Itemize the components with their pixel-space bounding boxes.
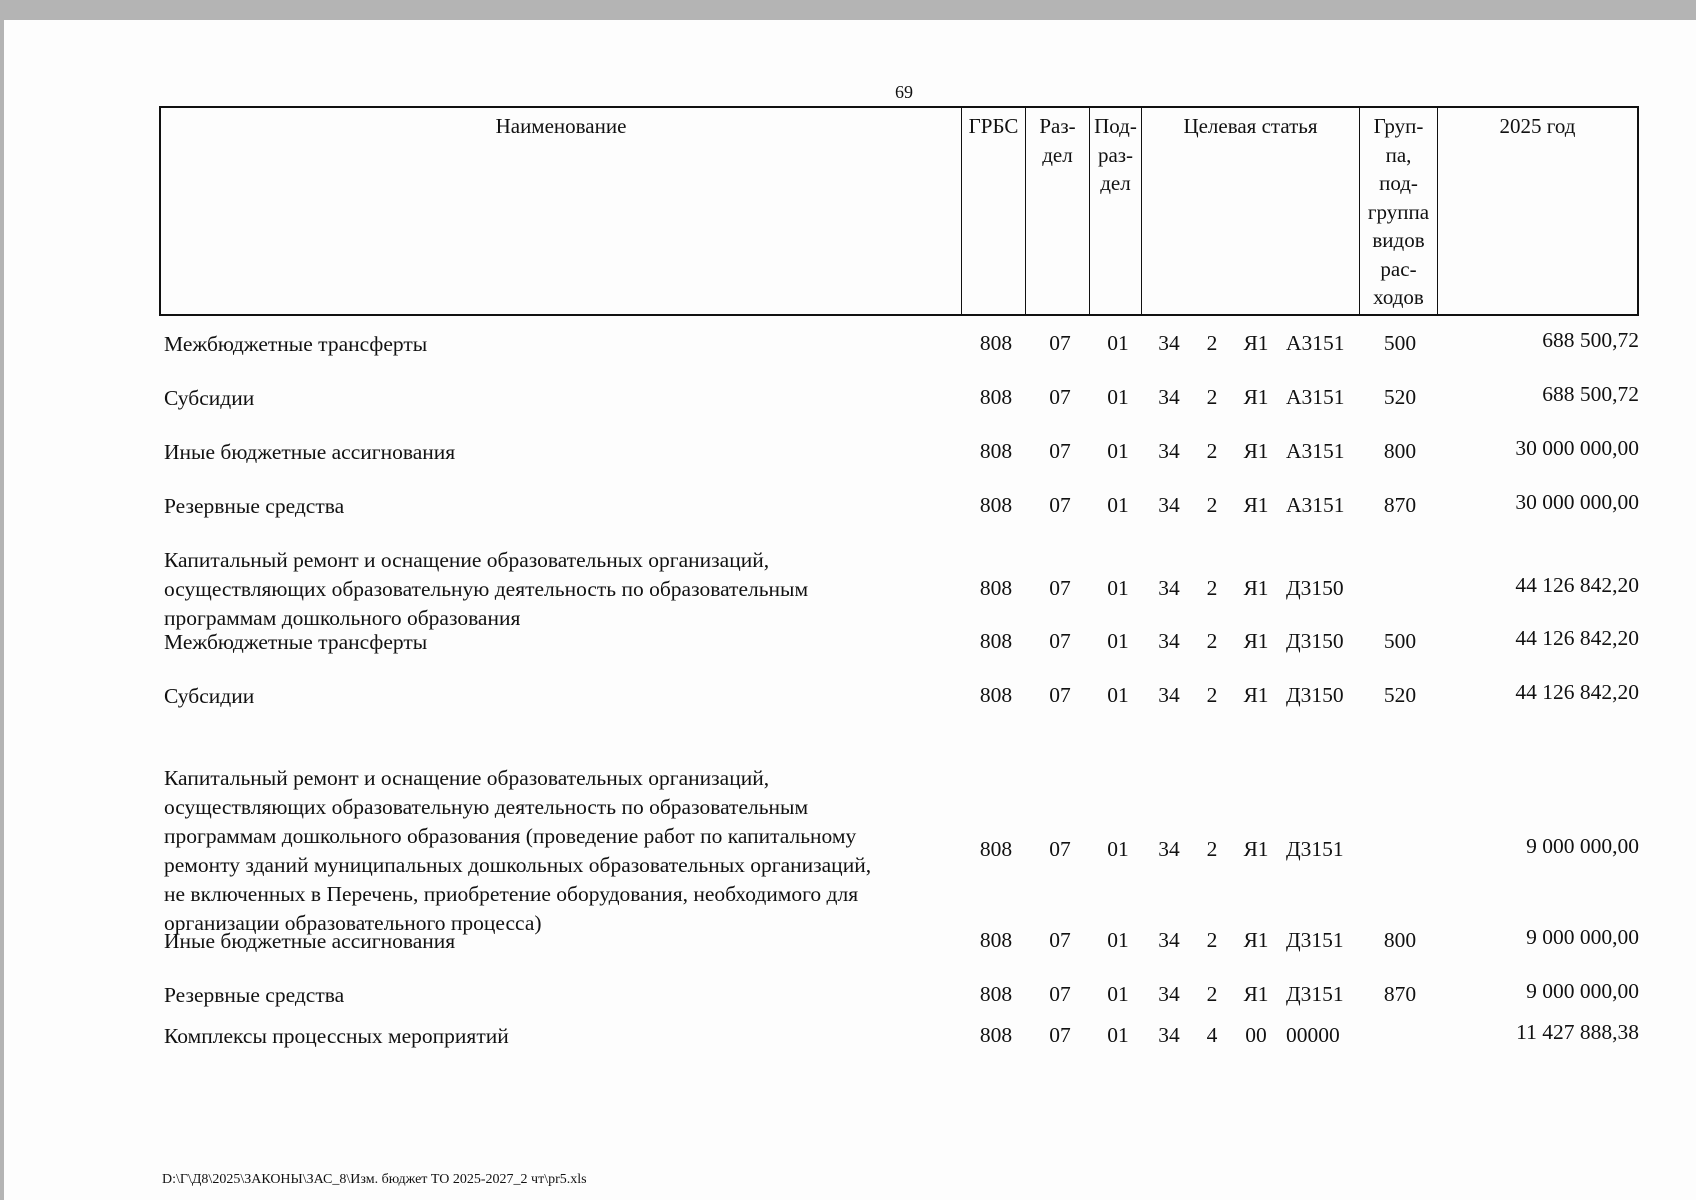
razdel-cell: 07 [1049, 575, 1071, 600]
razdel-cell: 07 [1049, 837, 1071, 861]
expense-group-cell: 520 [1383, 682, 1417, 707]
target-part4-cell: Д3151 [1286, 981, 1344, 1006]
amount-cell: 11 427 888,38 [1516, 1019, 1639, 1044]
razdel-cell: 07 [1049, 927, 1071, 952]
grbs-cell: 808 [979, 575, 1013, 600]
grbs-cell: 808 [979, 384, 1013, 409]
expense-group-cell: 520 [1383, 384, 1417, 409]
grbs-cell: 808 [979, 628, 1013, 653]
razdel-cell: 07 [1049, 682, 1071, 707]
header-grbs: ГРБС [961, 108, 1025, 314]
razdel-cell: 07 [1049, 981, 1071, 1006]
table-header [159, 106, 1639, 316]
grbs-cell: 808 [979, 682, 1013, 707]
grbs-cell: 808 [979, 330, 1013, 355]
target-part4-cell: Д3150 [1286, 628, 1344, 653]
podrazdel-cell: 01 [1107, 575, 1129, 600]
header-podrazdel: Под- раз- дел [1089, 108, 1141, 314]
row-name: Субсидии [164, 386, 255, 410]
amount-cell: 44 126 842,20 [1515, 625, 1639, 650]
podrazdel-cell: 01 [1107, 438, 1129, 463]
podrazdel-cell: 01 [1107, 981, 1129, 1006]
target-part2-cell: 2 [1206, 384, 1218, 409]
target-part4-cell: 00000 [1286, 1022, 1340, 1047]
grbs-cell: 808 [979, 927, 1013, 952]
amount-cell: 30 000 000,00 [1515, 489, 1639, 514]
target-part2-cell: 2 [1206, 492, 1218, 517]
target-part3-cell: Я1 [1243, 981, 1269, 1006]
target-part1-cell: 34 [1158, 438, 1180, 463]
podrazdel-cell: 01 [1107, 384, 1129, 409]
target-part1-cell: 34 [1158, 682, 1180, 707]
row-name: Межбюджетные трансферты [164, 630, 428, 654]
podrazdel-cell: 01 [1107, 682, 1129, 707]
razdel-cell: 07 [1049, 330, 1071, 355]
amount-cell: 44 126 842,20 [1515, 679, 1639, 704]
row-name: Капитальный ремонт и оснащение образовательных организаций, осуществляющих образовательную деятельность по образовательным программам дошкольного образования [164, 548, 809, 630]
target-part4-cell: А3151 [1286, 492, 1345, 517]
document-page [4, 20, 1696, 1200]
target-part2-cell: 2 [1206, 628, 1218, 653]
target-part3-cell: Я1 [1243, 575, 1269, 600]
row-name: Комплексы процессных мероприятий [164, 1024, 509, 1048]
target-part4-cell: Д3151 [1286, 837, 1344, 861]
amount-cell: 30 000 000,00 [1515, 435, 1639, 460]
amount-cell: 9 000 000,00 [1526, 924, 1639, 949]
header-year: 2025 год [1437, 108, 1637, 314]
target-part3-cell: Я1 [1243, 837, 1269, 861]
grbs-cell: 808 [979, 492, 1013, 517]
expense-group-cell: 500 [1383, 330, 1417, 355]
header-group: Груп- па, под- группа видов рас- ходов [1359, 108, 1437, 314]
target-part3-cell: Я1 [1243, 492, 1269, 517]
target-part1-cell: 34 [1158, 492, 1180, 517]
row-name: Межбюджетные трансферты [164, 332, 428, 356]
target-part4-cell: А3151 [1286, 384, 1345, 409]
target-part1-cell: 34 [1158, 575, 1180, 600]
razdel-cell: 07 [1049, 384, 1071, 409]
target-part2-cell: 2 [1206, 575, 1218, 600]
page-number: 69 [895, 82, 913, 102]
file-path-footer: D:\Г\Д8\2025\ЗАКОНЫ\ЗАС_8\Изм. бюджет ТО 2025-2027_2 чт\pr5.xls [162, 1172, 587, 1187]
target-part3-cell: Я1 [1243, 927, 1269, 952]
target-part3-cell: Я1 [1243, 330, 1269, 355]
target-part1-cell: 34 [1158, 1022, 1180, 1047]
amount-cell: 688 500,72 [1542, 327, 1639, 352]
grbs-cell: 808 [979, 981, 1013, 1006]
razdel-cell: 07 [1049, 492, 1071, 517]
expense-group-cell: 800 [1383, 438, 1417, 463]
row-name: Иные бюджетные ассигнования [164, 929, 456, 953]
target-part3-cell: Я1 [1243, 438, 1269, 463]
expense-group-cell: 870 [1383, 492, 1417, 517]
target-part4-cell: Д3150 [1286, 682, 1344, 707]
amount-cell: 44 126 842,20 [1515, 572, 1639, 597]
razdel-cell: 07 [1049, 1022, 1071, 1047]
target-part4-cell: Д3151 [1286, 927, 1344, 952]
row-name: Резервные средства [164, 494, 345, 518]
amount-cell: 9 000 000,00 [1526, 834, 1639, 858]
target-part2-cell: 2 [1206, 330, 1218, 355]
podrazdel-cell: 01 [1107, 628, 1129, 653]
razdel-cell: 07 [1049, 628, 1071, 653]
podrazdel-cell: 01 [1107, 1022, 1129, 1047]
target-part3-cell: 00 [1245, 1022, 1267, 1047]
podrazdel-cell: 01 [1107, 927, 1129, 952]
header-name: Наименование [495, 114, 627, 138]
target-part2-cell: 2 [1206, 981, 1218, 1006]
expense-group-cell: 870 [1383, 981, 1417, 1006]
amount-cell: 9 000 000,00 [1526, 978, 1639, 1003]
amount-cell: 688 500,72 [1542, 381, 1639, 406]
target-part2-cell: 2 [1206, 927, 1218, 952]
target-part1-cell: 34 [1158, 981, 1180, 1006]
grbs-cell: 808 [979, 438, 1013, 463]
row-name: Капитальный ремонт и оснащение образовательных организаций, осуществляющих образовательную деятельность по образовательным программам дошкольного образования (проведение работ по капитальному ремонту зданий муниципальных дошкольных образовательных организаций, не включенных в Перечень, приобретение оборудования, необходимого для организации образовательного процесса) [164, 766, 872, 935]
grbs-cell: 808 [979, 837, 1013, 861]
target-part4-cell: А3151 [1286, 330, 1345, 355]
grbs-cell: 808 [979, 1022, 1013, 1047]
row-name: Резервные средства [164, 983, 345, 1007]
target-part1-cell: 34 [1158, 330, 1180, 355]
target-part2-cell: 4 [1206, 1022, 1218, 1047]
target-part1-cell: 34 [1158, 837, 1180, 861]
expense-group-cell: 500 [1383, 628, 1417, 653]
header-target: Целевая статья [1141, 108, 1359, 314]
target-part3-cell: Я1 [1243, 384, 1269, 409]
target-part4-cell: Д3150 [1286, 575, 1344, 600]
target-part1-cell: 34 [1158, 927, 1180, 952]
target-part4-cell: А3151 [1286, 438, 1345, 463]
podrazdel-cell: 01 [1107, 492, 1129, 517]
podrazdel-cell: 01 [1107, 330, 1129, 355]
target-part1-cell: 34 [1158, 628, 1180, 653]
expense-group-cell: 800 [1383, 927, 1417, 952]
target-part3-cell: Я1 [1243, 682, 1269, 707]
target-part2-cell: 2 [1206, 438, 1218, 463]
target-part2-cell: 2 [1206, 682, 1218, 707]
razdel-cell: 07 [1049, 438, 1071, 463]
target-part2-cell: 2 [1206, 837, 1218, 861]
target-part3-cell: Я1 [1243, 628, 1269, 653]
header-razdel: Раз- дел [1025, 108, 1089, 314]
podrazdel-cell: 01 [1107, 837, 1129, 861]
row-name: Иные бюджетные ассигнования [164, 440, 456, 464]
row-name: Субсидии [164, 684, 255, 708]
target-part1-cell: 34 [1158, 384, 1180, 409]
